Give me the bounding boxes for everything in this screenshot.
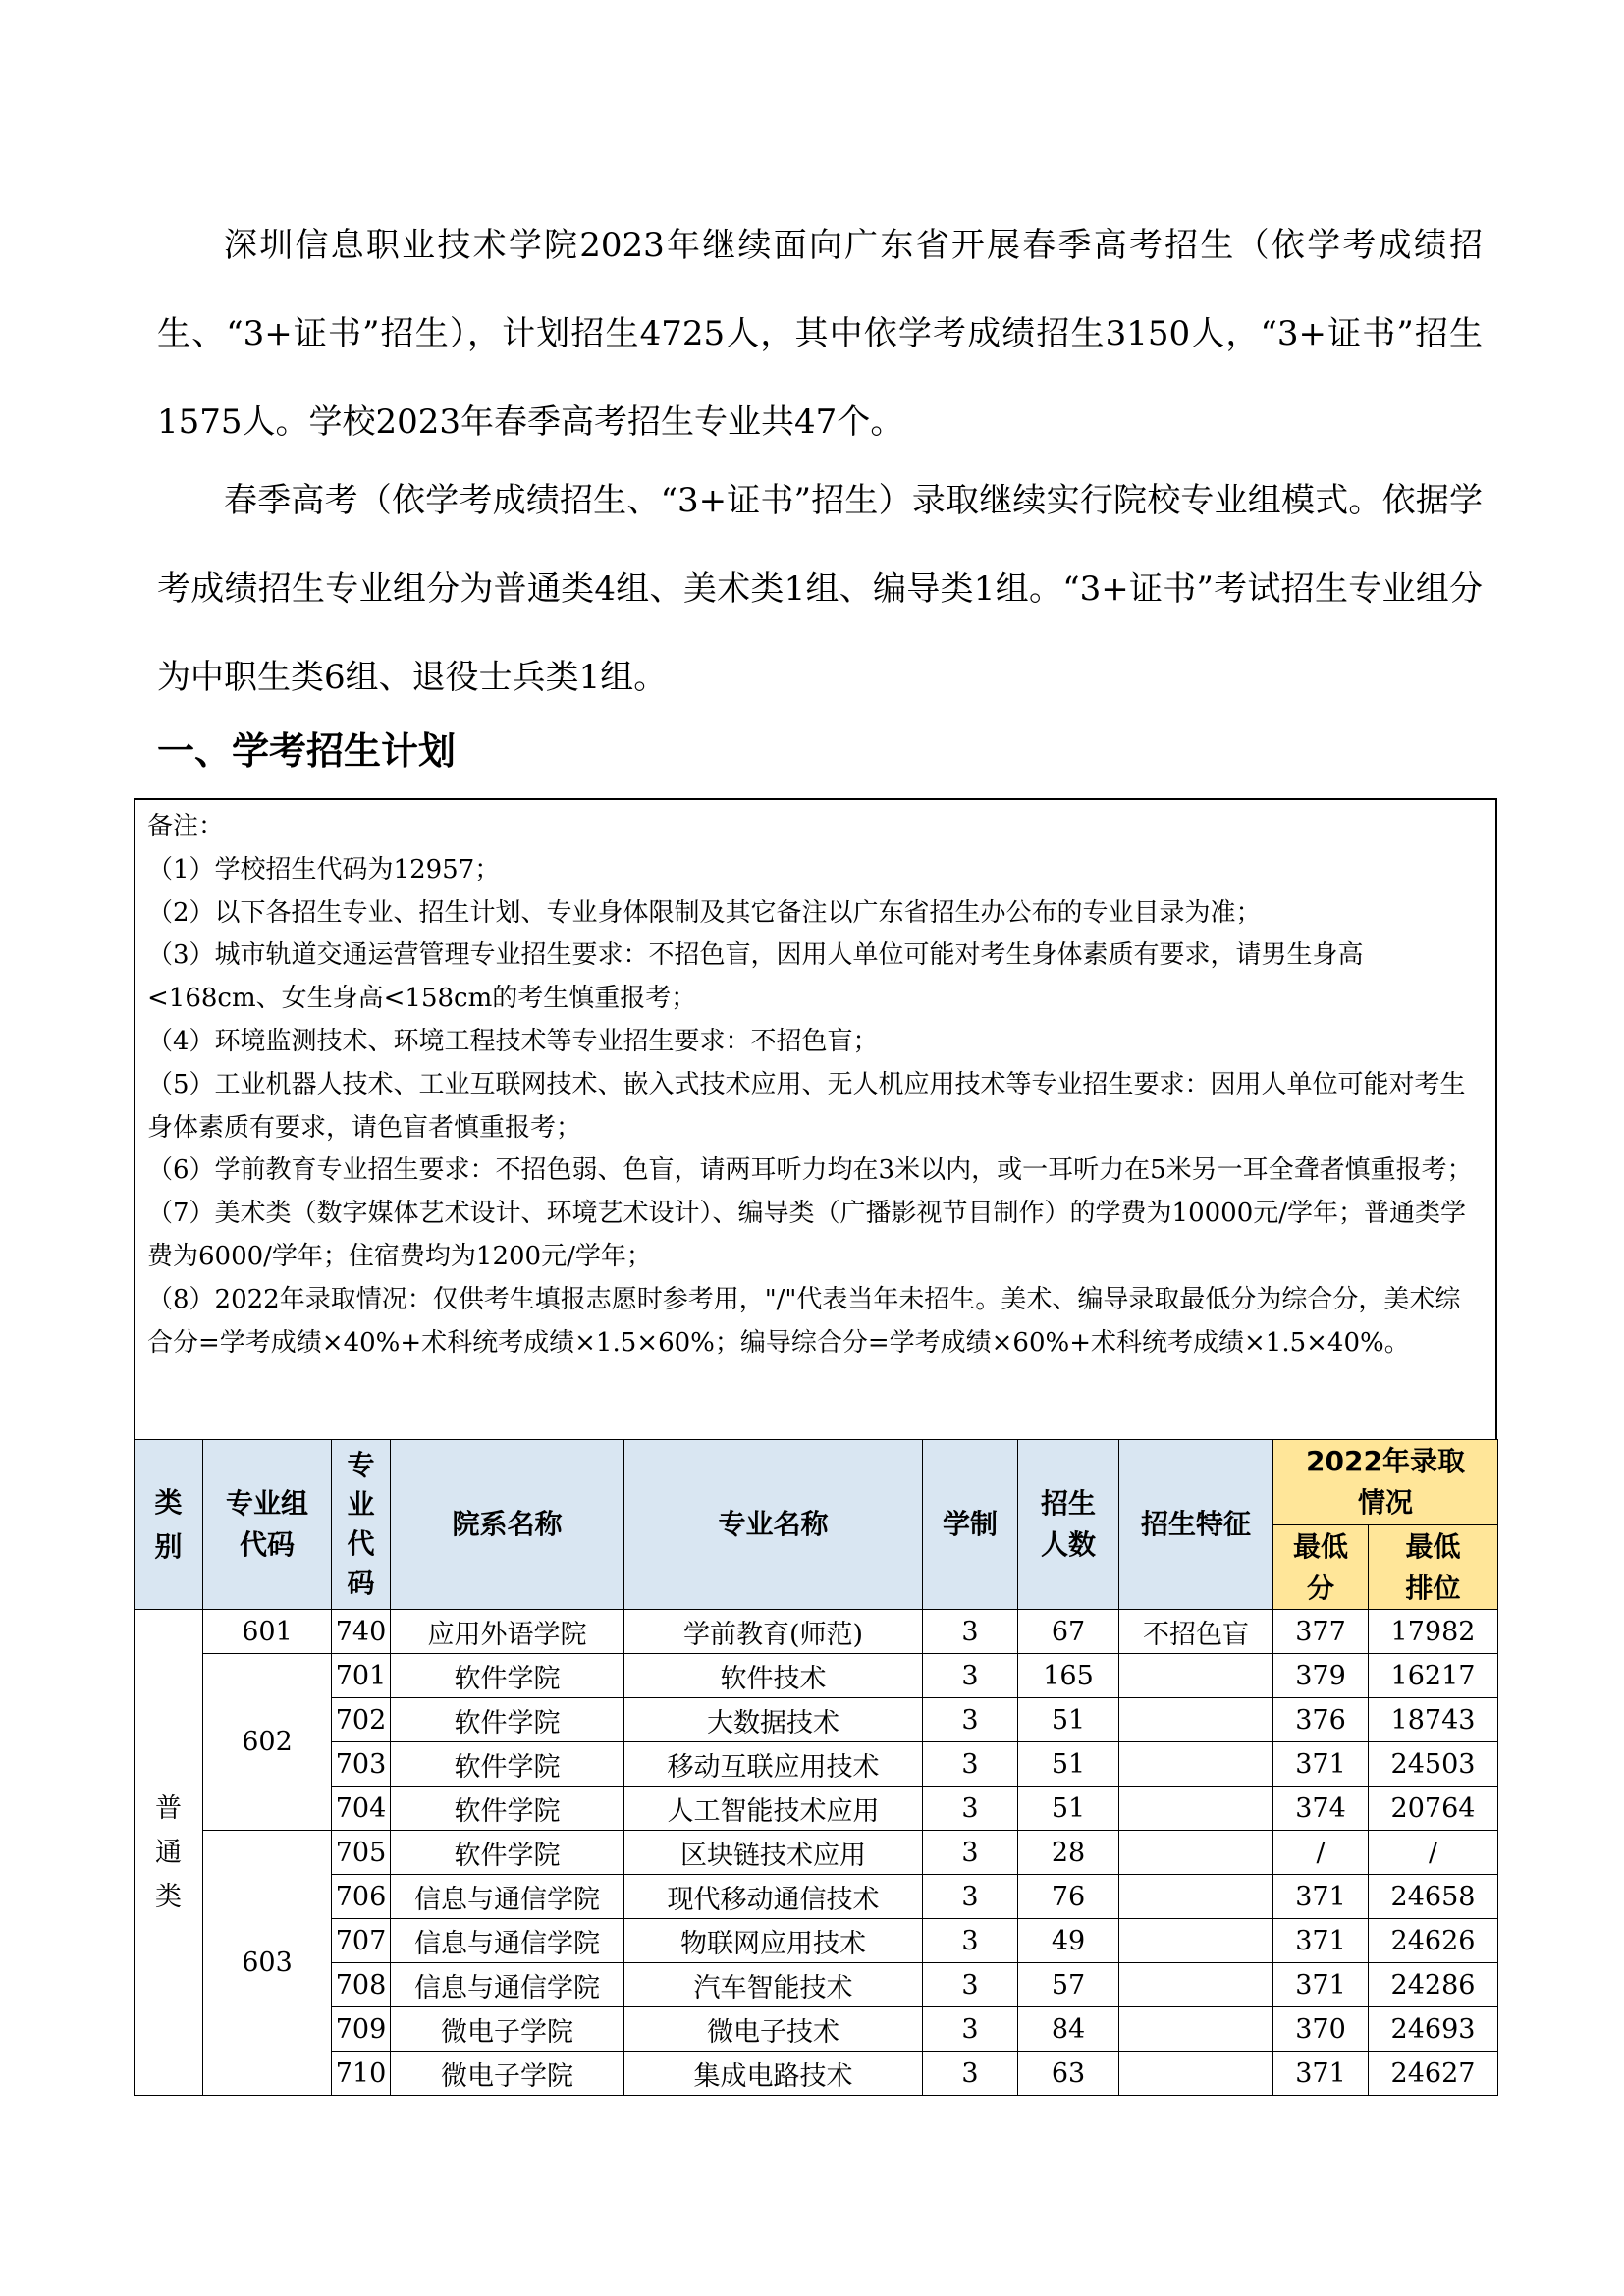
table-row <box>135 1742 1498 1787</box>
group-cell: 602 <box>203 1654 332 1831</box>
cell-major: 软件技术 <box>624 1654 923 1698</box>
notes-title: 备注： <box>147 812 225 841</box>
cell-major: 区块链技术应用 <box>624 1831 923 1875</box>
note-item: （1）学校招生代码为12957； <box>147 854 501 884</box>
cell-major: 人工智能技术应用 <box>624 1787 923 1831</box>
cell-rank: 24286 <box>1369 1963 1498 2007</box>
cell-score: 374 <box>1273 1787 1369 1831</box>
cell-feature <box>1119 1742 1273 1787</box>
cell-years: 3 <box>923 1742 1018 1787</box>
cell-years: 3 <box>923 2052 1018 2096</box>
note-item: （2）以下各招生专业、招生计划、专业身体限制及其它备注以广东省招生办公布的专业目录为准； <box>147 897 1262 928</box>
cell-years: 3 <box>923 1654 1018 1698</box>
cell-major: 大数据技术 <box>624 1698 923 1742</box>
cell-code: 709 <box>332 2007 391 2052</box>
header-min-score: 最低分 <box>1273 1525 1369 1610</box>
cell-feature <box>1119 2007 1273 2052</box>
note-item: （6）学前教育专业招生要求：不招色弱、色盲，请两耳听力均在3米以内，或一耳听力在5米另一耳全聋者慎重报考； <box>147 1155 1473 1186</box>
cell-years: 3 <box>923 2007 1018 2052</box>
cell-code: 705 <box>332 1831 391 1875</box>
note-item: （8）2022年录取情况：仅供考生填报志愿时参考用，"/"代表当年未招生。美术、编导录取最低分为综合分，美术综合分=学考成绩×40%+术科统考成绩×1.5×60%；编导综合分=学考成绩×60%+术科统考成绩×1.5×40%。 <box>147 1284 1461 1358</box>
cell-score: 371 <box>1273 1742 1369 1787</box>
cell-rank: 16217 <box>1369 1654 1498 1698</box>
cell-code: 707 <box>332 1919 391 1963</box>
cell-code: 706 <box>332 1875 391 1919</box>
cell-score: 376 <box>1273 1698 1369 1742</box>
table-row <box>135 1787 1498 1831</box>
table-row <box>135 1831 1498 1875</box>
cell-feature <box>1119 1919 1273 1963</box>
header-department: 院系名称 <box>391 1440 624 1610</box>
cell-quota: 57 <box>1018 1963 1119 2007</box>
cell-major: 微电子技术 <box>624 2007 923 2052</box>
cell-code: 701 <box>332 1654 391 1698</box>
cell-dept: 软件学院 <box>391 1742 624 1787</box>
cell-major: 汽车智能技术 <box>624 1963 923 2007</box>
group-cell: 601 <box>203 1610 332 1654</box>
header-major-code: 专业代码 <box>332 1440 391 1610</box>
table-row <box>135 1654 1498 1698</box>
section-heading: 一、学考招生计划 <box>157 729 457 773</box>
cell-feature <box>1119 1963 1273 2007</box>
table-row <box>135 1963 1498 2007</box>
cell-years: 3 <box>923 1963 1018 2007</box>
cell-major: 移动互联应用技术 <box>624 1742 923 1787</box>
header-2022-result: 2022年录取情况 <box>1273 1440 1498 1525</box>
cell-rank: 17982 <box>1369 1610 1498 1654</box>
cell-rank: / <box>1369 1831 1498 1875</box>
note-item: （3）城市轨道交通运营管理专业招生要求：不招色盲，因用人单位可能对考生身体素质有要求，请男生身高<168cm、女生身高<158cm的考生慎重报考； <box>147 940 1364 1014</box>
cell-rank: 24627 <box>1369 2052 1498 2096</box>
header-group-code: 专业组代码 <box>203 1440 332 1610</box>
cell-major: 现代移动通信技术 <box>624 1875 923 1919</box>
cell-feature <box>1119 1787 1273 1831</box>
cell-code: 710 <box>332 2052 391 2096</box>
cell-years: 3 <box>923 1831 1018 1875</box>
table-row <box>135 1875 1498 1919</box>
cell-rank: 24693 <box>1369 2007 1498 2052</box>
cell-rank: 24626 <box>1369 1919 1498 1963</box>
cell-score: 371 <box>1273 1875 1369 1919</box>
cell-code: 740 <box>332 1610 391 1654</box>
cell-quota: 49 <box>1018 1919 1119 1963</box>
cell-major: 集成电路技术 <box>624 2052 923 2096</box>
notes-box <box>134 798 1497 1439</box>
header-quota: 招生人数 <box>1018 1440 1119 1610</box>
cell-years: 3 <box>923 1787 1018 1831</box>
cell-quota: 76 <box>1018 1875 1119 1919</box>
cell-dept: 微电子学院 <box>391 2007 624 2052</box>
table-row <box>135 1610 1498 1654</box>
table-row <box>135 1698 1498 1742</box>
cell-feature: 不招色盲 <box>1119 1610 1273 1654</box>
cell-years: 3 <box>923 1698 1018 1742</box>
cell-feature <box>1119 1698 1273 1742</box>
cell-dept: 应用外语学院 <box>391 1610 624 1654</box>
cell-quota: 67 <box>1018 1610 1119 1654</box>
cell-dept: 信息与通信学院 <box>391 1919 624 1963</box>
cell-quota: 51 <box>1018 1742 1119 1787</box>
cell-dept: 软件学院 <box>391 1698 624 1742</box>
cell-dept: 信息与通信学院 <box>391 1875 624 1919</box>
cell-feature <box>1119 1654 1273 1698</box>
cell-quota: 63 <box>1018 2052 1119 2096</box>
cell-years: 3 <box>923 1875 1018 1919</box>
cell-code: 708 <box>332 1963 391 2007</box>
admission-mode-paragraph: 春季高考（依学考成绩招生、“3+证书”招生）录取继续实行院校专业组模式。依据学考成绩招生专业组分为普通类4组、美术类1组、编导类1组。“3+证书”考试招生专业组分为中职生类6组、退役士兵类1组。 <box>157 481 1483 697</box>
cell-code: 704 <box>332 1787 391 1831</box>
header-duration: 学制 <box>923 1440 1018 1610</box>
cell-score: 371 <box>1273 1919 1369 1963</box>
cell-code: 703 <box>332 1742 391 1787</box>
table-row <box>135 1919 1498 1963</box>
cell-major: 学前教育(师范) <box>624 1610 923 1654</box>
note-item: （7）美术类（数字媒体艺术设计、环境艺术设计）、编导类（广播影视节目制作）的学费为10000元/学年；普通类学费为6000/学年；住宿费均为1200元/学年； <box>147 1199 1467 1271</box>
cell-score: / <box>1273 1831 1369 1875</box>
cell-dept: 软件学院 <box>391 1654 624 1698</box>
cell-dept: 信息与通信学院 <box>391 1963 624 2007</box>
cell-quota: 165 <box>1018 1654 1119 1698</box>
cell-rank: 24658 <box>1369 1875 1498 1919</box>
cell-score: 379 <box>1273 1654 1369 1698</box>
cell-score: 371 <box>1273 2052 1369 2096</box>
note-item: （5）工业机器人技术、工业互联网技术、嵌入式技术应用、无人机应用技术等专业招生要求：因用人单位可能对考生身体素质有要求，请色盲者慎重报考； <box>147 1069 1466 1143</box>
group-cell: 603 <box>203 1831 332 2096</box>
cell-feature <box>1119 1875 1273 1919</box>
cell-score: 377 <box>1273 1610 1369 1654</box>
header-min-rank: 最低排位 <box>1369 1525 1498 1610</box>
header-feature: 招生特征 <box>1119 1440 1273 1610</box>
intro-paragraph: 深圳信息职业技术学院2023年继续面向广东省开展春季高考招生（依学考成绩招生、“3+证书”招生），计划招生4725人，其中依学考成绩招生3150人，“3+证书”招生1575人。学校2023年春季高考招生专业共47个。 <box>157 226 1483 442</box>
cell-dept: 软件学院 <box>391 1787 624 1831</box>
admission-plan-table <box>134 1439 1498 2096</box>
cell-code: 702 <box>332 1698 391 1742</box>
table-row <box>135 2052 1498 2096</box>
cell-major: 物联网应用技术 <box>624 1919 923 1963</box>
cell-rank: 20764 <box>1369 1787 1498 1831</box>
cell-score: 370 <box>1273 2007 1369 2052</box>
cell-dept: 软件学院 <box>391 1831 624 1875</box>
cell-score: 371 <box>1273 1963 1369 2007</box>
header-category: 类别 <box>135 1440 203 1610</box>
header-major: 专业名称 <box>624 1440 923 1610</box>
table-row <box>135 2007 1498 2052</box>
cell-years: 3 <box>923 1610 1018 1654</box>
cell-feature <box>1119 2052 1273 2096</box>
cell-rank: 18743 <box>1369 1698 1498 1742</box>
cell-dept: 微电子学院 <box>391 2052 624 2096</box>
cell-quota: 28 <box>1018 1831 1119 1875</box>
category-cell: 普通类 <box>135 1610 203 2096</box>
note-item: （4）环境监测技术、环境工程技术等专业招生要求：不招色盲； <box>147 1026 879 1056</box>
cell-rank: 24503 <box>1369 1742 1498 1787</box>
cell-quota: 51 <box>1018 1698 1119 1742</box>
cell-feature <box>1119 1831 1273 1875</box>
cell-quota: 51 <box>1018 1787 1119 1831</box>
cell-quota: 84 <box>1018 2007 1119 2052</box>
cell-years: 3 <box>923 1919 1018 1963</box>
